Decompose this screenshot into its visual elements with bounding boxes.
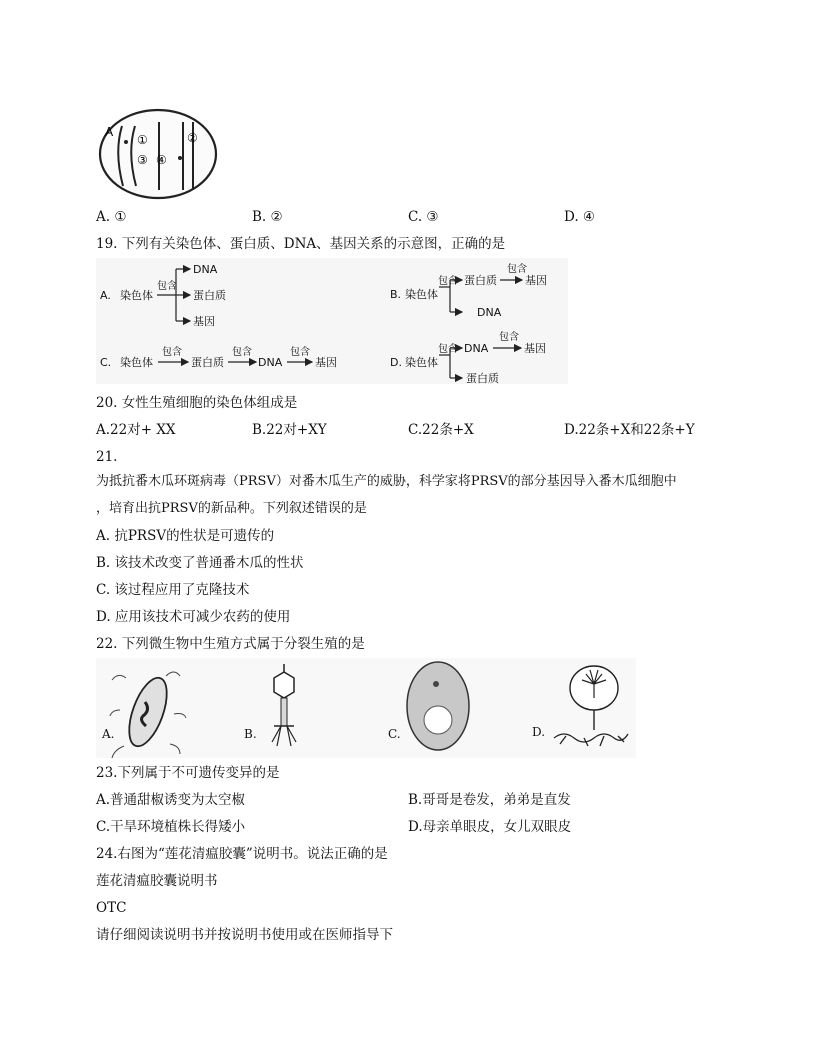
- q20-stem: 20. 女性生殖细胞的染色体组成是: [96, 395, 298, 411]
- q21-option-d: D. 应用该技术可减少农药的使用: [96, 609, 291, 625]
- q24-otc-label: OTC: [96, 900, 127, 916]
- q20-option-b: B.22对+XY: [252, 422, 327, 438]
- q22-label-b: B.: [244, 727, 257, 741]
- q19-c-include-2: 包含: [232, 347, 252, 358]
- q22-microbes-figure: [96, 658, 636, 758]
- q19-b-branch: DNA: [477, 306, 502, 319]
- q19-c-include-3: 包含: [290, 347, 310, 358]
- q18-option-c: C. ③: [408, 209, 439, 225]
- q18-chromosome-figure: [96, 104, 221, 204]
- q20-option-c: C.22条+X: [408, 422, 474, 438]
- q22-label-c: C.: [388, 727, 401, 741]
- q24-instruction: 请仔细阅读说明书并按说明书使用或在医师指导下: [96, 927, 393, 943]
- q19-c-node-1: 染色体: [120, 356, 153, 369]
- q24-stem: 24.右图为“莲花清瘟胶囊”说明书。说法正确的是: [96, 846, 388, 862]
- q19-b-end: 基因: [525, 274, 547, 287]
- q19-d-letter: D.: [390, 356, 402, 369]
- q18-option-b: B. ②: [252, 209, 283, 225]
- q22-label-d: D.: [532, 725, 546, 739]
- q19-c-node-4: 基因: [315, 356, 337, 369]
- q19-a-item-2: 蛋白质: [193, 289, 226, 302]
- q18-label-a: A: [105, 125, 114, 139]
- q19-c-node-3: DNA: [258, 356, 283, 369]
- q19-d-include-1: 包含: [438, 344, 458, 355]
- q19-a-letter: A.: [100, 289, 111, 302]
- q19-d-include-2: 包含: [499, 332, 519, 343]
- q18-marker-3: ③: [137, 153, 148, 167]
- q21-number: 21.: [96, 449, 118, 465]
- q20-option-a: A.22对+ XX: [96, 422, 176, 438]
- q19-b-mid: 蛋白质: [464, 274, 497, 287]
- q20-option-d: D.22条+X和22条+Y: [564, 422, 695, 438]
- q18-option-d: D. ④: [564, 209, 596, 225]
- q18-marker-4: ④: [156, 153, 167, 167]
- q21-stem-line-1: 为抵抗番木瓜环斑病毒（PRSV）对番木瓜生产的威胁，科学家将PRSV的部分基因导入番木瓜细胞中: [96, 474, 677, 489]
- yeast-illustration: [407, 662, 469, 750]
- q23-stem: 23.下列属于不可遗传变异的是: [96, 765, 280, 781]
- q19-diagram-figure: [96, 258, 568, 384]
- q18-marker-2: ②: [187, 131, 198, 145]
- q19-c-include-1: 包含: [162, 347, 182, 358]
- q19-b-root: 染色体: [405, 288, 438, 301]
- q19-d-mid: DNA: [464, 342, 489, 355]
- q22-stem: 22. 下列微生物中生殖方式属于分裂生殖的是: [96, 636, 365, 652]
- q19-b-letter: B.: [390, 288, 402, 301]
- q21-option-a: A. 抗PRSV的性状是可遗传的: [96, 528, 275, 544]
- q19-a-item-3: 基因: [193, 315, 215, 328]
- q21-option-c: C. 该过程应用了克隆技术: [96, 582, 250, 598]
- q19-c-letter: C.: [100, 356, 112, 369]
- q19-b-include-1: 包含: [438, 276, 458, 287]
- q23-option-d: D.母亲单眼皮，女儿双眼皮: [408, 819, 572, 835]
- q18-option-a: A. ①: [96, 209, 127, 225]
- q19-stem: 19. 下列有关染色体、蛋白质、DNA、基因关系的示意图，正确的是: [96, 236, 506, 252]
- q19-a-include: 包含: [157, 281, 177, 292]
- q22-label-a: A.: [102, 727, 115, 741]
- q23-option-b: B.哥哥是卷发，弟弟是直发: [408, 792, 571, 808]
- q19-c-node-2: 蛋白质: [191, 356, 224, 369]
- q19-b-include-2: 包含: [507, 264, 527, 275]
- q19-a-item-1: DNA: [193, 263, 218, 276]
- q23-option-c: C.干旱环境植株长得矮小: [96, 819, 246, 835]
- q19-d-branch: 蛋白质: [466, 372, 499, 384]
- q19-a-root: 染色体: [120, 289, 153, 302]
- q24-leaflet-title: 莲花清瘟胶囊说明书: [96, 873, 218, 889]
- q19-d-root: 染色体: [405, 356, 438, 369]
- q18-marker-1: ①: [137, 133, 148, 147]
- q19-d-end: 基因: [524, 342, 546, 355]
- q23-option-a: A.普通甜椒诱变为太空椒: [96, 792, 246, 808]
- q21-option-b: B. 该技术改变了普通番木瓜的性状: [96, 555, 304, 571]
- q21-stem-line-2: ，培育出抗PRSV的新品种。下列叙述错误的是: [96, 501, 367, 516]
